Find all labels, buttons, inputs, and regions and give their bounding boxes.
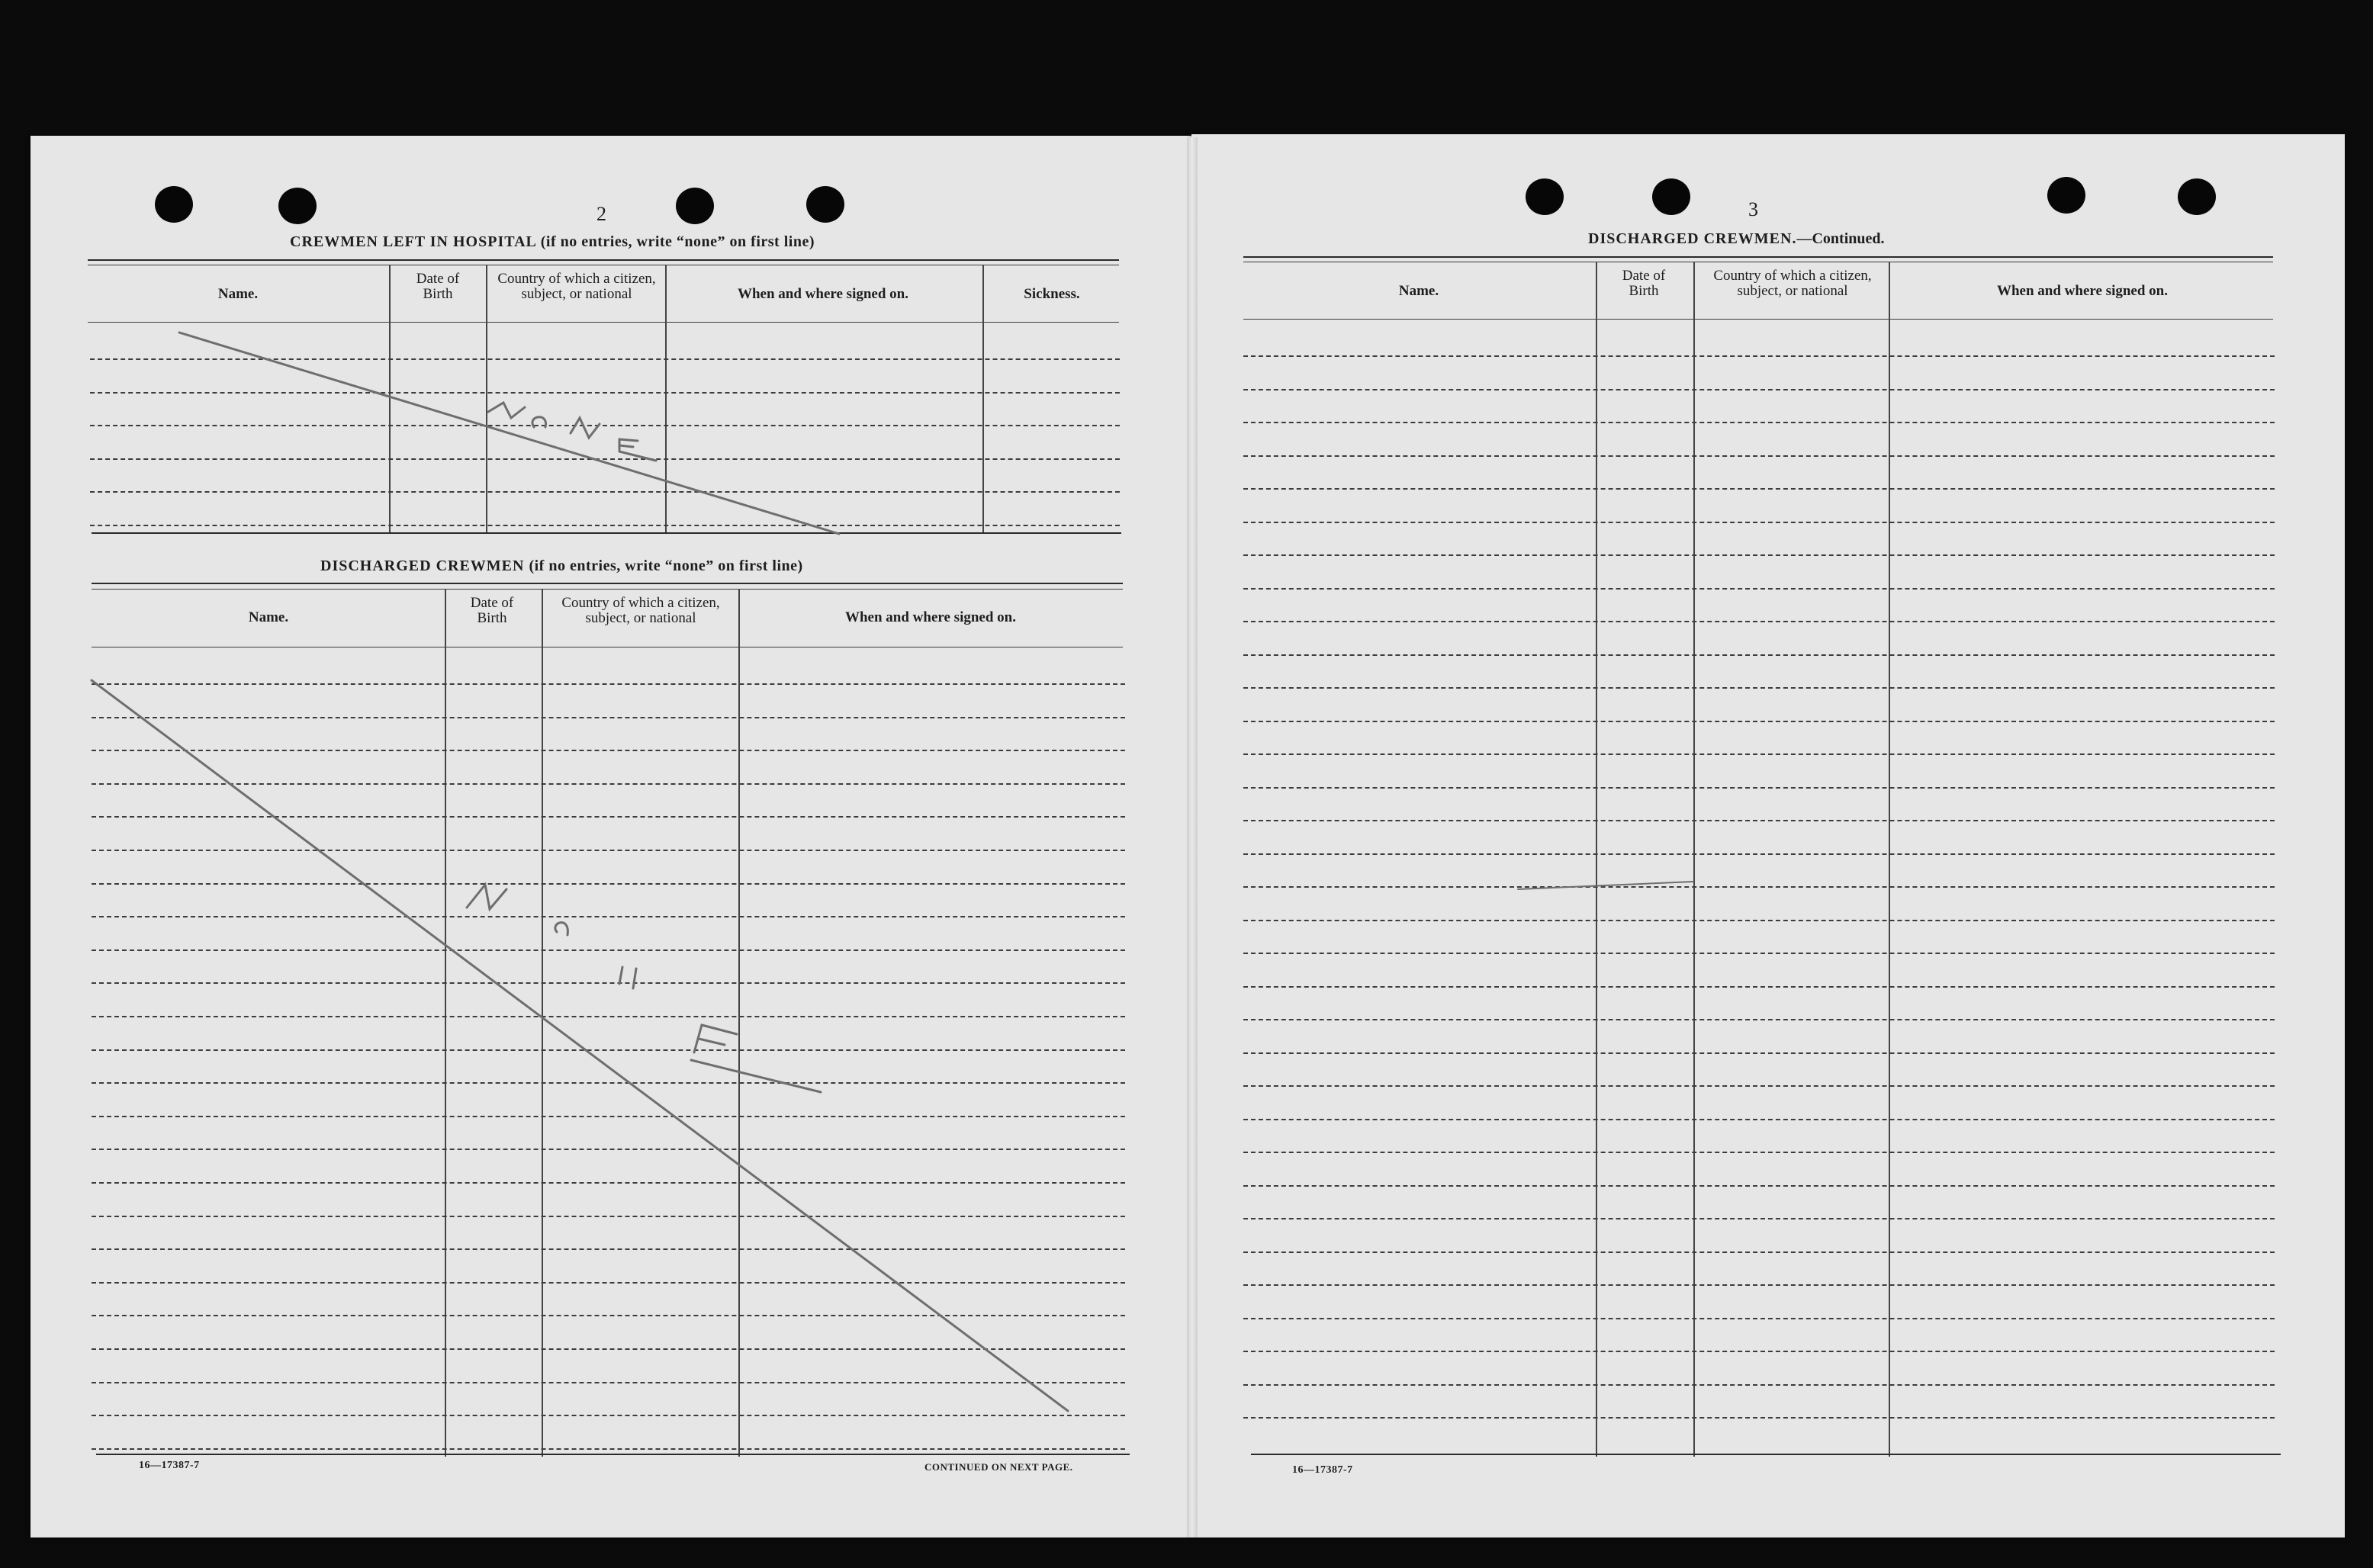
handwritten-letter [467, 885, 506, 909]
column-header-name: Name. [217, 286, 259, 302]
column-header-signed-on: When and where signed on. [1996, 283, 2168, 299]
form-number: 16—17387-7 [1292, 1464, 1353, 1476]
column-header-name: Name. [1398, 283, 1439, 299]
handwritten-letter [691, 1025, 821, 1092]
handwritten-letter [571, 418, 600, 438]
strike-line [179, 333, 839, 534]
column-header-signed-on: When and where signed on. [844, 609, 1016, 625]
handwritten-letter [619, 967, 636, 988]
column-header-date-of-birth: Date of Birth [1622, 268, 1666, 299]
column-header-date-of-birth: Date of Birth [416, 271, 460, 302]
handwritten-letter [619, 439, 656, 461]
column-header-country: Country of which a citizen, subject, or national [1713, 268, 1872, 299]
handwritten-letter [555, 923, 568, 935]
column-header-sickness: Sickness. [1024, 286, 1080, 302]
continued-title: DISCHARGED CREWMEN. [1588, 230, 1797, 247]
column-header-name: Name. [248, 609, 289, 625]
continued-note: CONTINUED ON NEXT PAGE. [924, 1461, 1073, 1473]
form-number: 16—17387-7 [139, 1460, 200, 1471]
column-header-country: Country of which a citizen, subject, or national [561, 595, 720, 626]
column-header-signed-on: When and where signed on. [737, 286, 908, 302]
column-header-country: Country of which a citizen, subject, or national [497, 271, 656, 302]
strike-line [92, 680, 1068, 1411]
continued-title-suffix: —Continued. [1796, 230, 1885, 247]
discharged-title: DISCHARGED CREWMEN [320, 557, 525, 574]
handwritten-letter [488, 403, 525, 418]
faint-mark [1518, 882, 1693, 889]
column-header-date-of-birth: Date of Birth [470, 595, 514, 626]
hospital-instruction: (if no entries, write “none” on first line) [540, 233, 815, 250]
handwritten-letter [532, 417, 546, 427]
page-number: 3 [1748, 198, 1758, 220]
page-number: 2 [596, 203, 606, 225]
hospital-title: CREWMEN LEFT IN HOSPITAL [290, 233, 536, 250]
discharged-instruction: (if no entries, write “none” on first line) [529, 557, 803, 574]
